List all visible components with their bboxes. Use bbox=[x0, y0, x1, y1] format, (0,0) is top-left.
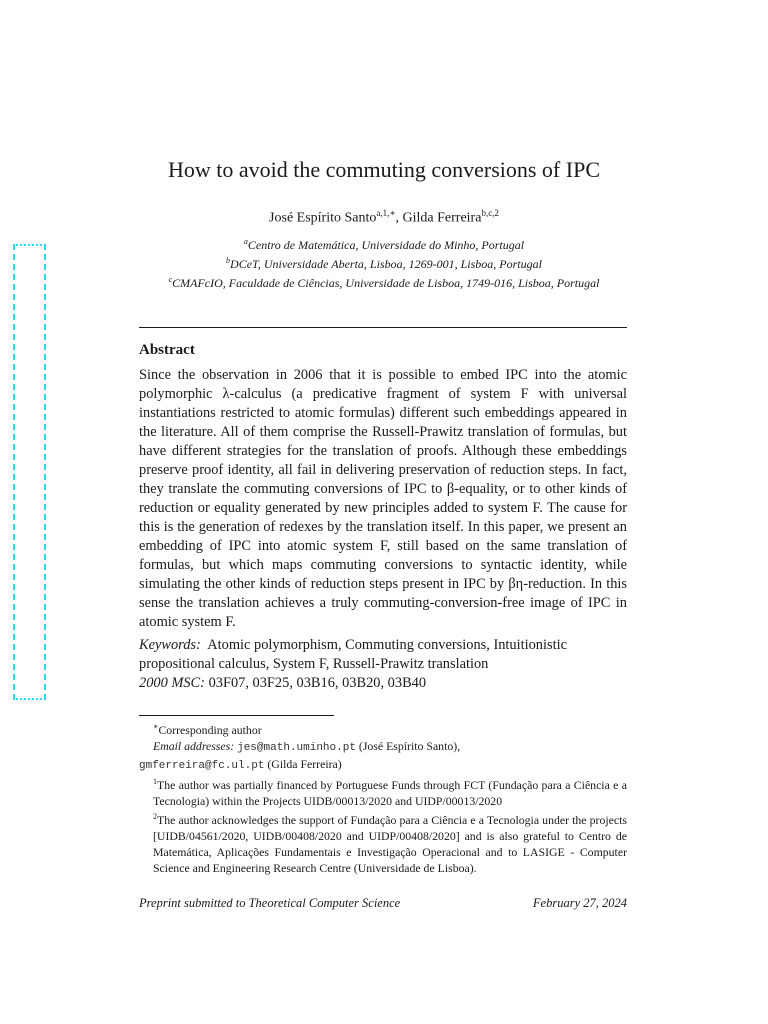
keywords-line bbox=[139, 636, 627, 674]
email-owner-1: (José Espírito Santo), bbox=[358, 738, 461, 753]
footnote-mark: 1 bbox=[153, 776, 157, 786]
footnote-text: Corresponding author bbox=[158, 722, 262, 737]
footnote-1 bbox=[139, 774, 627, 809]
affiliations bbox=[0, 234, 768, 291]
footnote-text: The author acknowledges the support of Fundação para a Ciência e a Tecnologia under the projects [UIDB/04561/2020, UIDB/00408/2020 and UIDP/00408/2020] and is also grateful to Centro de Matemática, Aplicações Fundamentais e Investigação Operacional and to LASIGE - Computer Science and Engineering Research Centre (Universidade de Lisboa). bbox=[153, 812, 627, 875]
keywords-text: Atomic polymorphism, Commuting conversions, Intuitionistic propositional calculus, System F, Russell-Prawitz translation bbox=[139, 637, 567, 672]
abstract-top-rule bbox=[139, 327, 627, 328]
affiliation-b bbox=[0, 253, 768, 272]
paper-title: How to avoid the commuting conversions of IPC bbox=[167, 157, 600, 182]
affiliation-text: DCeT, Universidade Aberta, Lisboa, 1269-001, Lisboa, Portugal bbox=[230, 257, 542, 271]
author-separator: , bbox=[395, 210, 403, 226]
affiliation-mark: a bbox=[243, 237, 248, 246]
affiliation-mark: c bbox=[168, 275, 173, 284]
footnote-mark: 2 bbox=[153, 811, 157, 821]
email-label: Email addresses: bbox=[153, 738, 235, 753]
keywords-block bbox=[139, 636, 627, 693]
msc-line bbox=[139, 674, 627, 693]
footnote-text: The author was partially financed by Portuguese Funds through FCT (Fundação para a Ciência e a Tecnologia) within the Projects UIDB/00013/2020 and UIDP/00013/2020 bbox=[153, 777, 627, 808]
footnote-rule bbox=[139, 715, 334, 716]
author-2: Gilda Ferreira bbox=[402, 210, 482, 226]
footnote-corresponding bbox=[139, 719, 627, 738]
affiliation-c bbox=[0, 272, 768, 291]
affiliation-text: CMAFcIO, Faculdade de Ciências, Universidade de Lisboa, 1749-016, Lisboa, Portugal bbox=[172, 276, 600, 290]
footnote-mark: ∗ bbox=[153, 722, 159, 731]
msc-text: 03F07, 03F25, 03B16, 03B20, 03B40 bbox=[208, 675, 427, 691]
footnote-2 bbox=[139, 809, 627, 876]
footnotes bbox=[139, 719, 627, 876]
footnote-emails bbox=[139, 738, 627, 756]
margin-marker bbox=[13, 244, 46, 700]
footer-date: February 27, 2024 bbox=[532, 896, 627, 910]
msc-label: 2000 MSC: bbox=[139, 675, 205, 691]
author-1-marks: a,1,∗ bbox=[376, 208, 396, 218]
affiliation-text: Centro de Matemática, Universidade do Minho, Portugal bbox=[247, 238, 525, 252]
author-1: José Espírito Santo bbox=[269, 210, 377, 226]
footer-journal: Preprint submitted to Theoretical Computer Science bbox=[139, 896, 401, 910]
abstract-paragraph: Since the observation in 2006 that it is possible to embed IPC into the atomic polymorphic λ-calculus (a predicative fragment of system F with universal instantiations restricted to atomic formulas) different such embeddings appeared in the literature. All of them comprise the Russell-Prawitz translation of formulas, but have different strategies for the translation of proofs. Although these embeddings preserve proof identity, all fail in delivering preservation of reduction steps. In fact, they translate the commuting conversions of IPC to β-equality, or to other kinds of reduction or equality generated by new principles added to system F. The cause for this is the generation of redexes by the translation itself. In this paper, we present an embedding of IPC into atomic system F, still based on the same translation of formulas, but which maps commuting conversions to syntactic identity, while simulating the other kinds of reduction steps present in IPC by βη-reduction. In this sense the translation achieves a truly commuting-conversion-free image of IPC in atomic system F. bbox=[139, 367, 627, 630]
footnote-emails-cont bbox=[139, 756, 627, 774]
author-line bbox=[0, 204, 768, 228]
author-2-marks: b,c,2 bbox=[481, 208, 499, 218]
keywords-label: Keywords: bbox=[139, 637, 201, 653]
email-link-1[interactable]: jes@math.uminho.pt bbox=[237, 741, 356, 754]
abstract-heading: Abstract bbox=[139, 342, 195, 358]
email-link-2[interactable]: gmferreira@fc.ul.pt bbox=[139, 759, 265, 772]
affiliation-a bbox=[0, 234, 768, 253]
affiliation-mark: b bbox=[226, 256, 231, 265]
abstract-body bbox=[139, 366, 627, 632]
email-owner-2: (Gilda Ferreira) bbox=[267, 756, 342, 771]
